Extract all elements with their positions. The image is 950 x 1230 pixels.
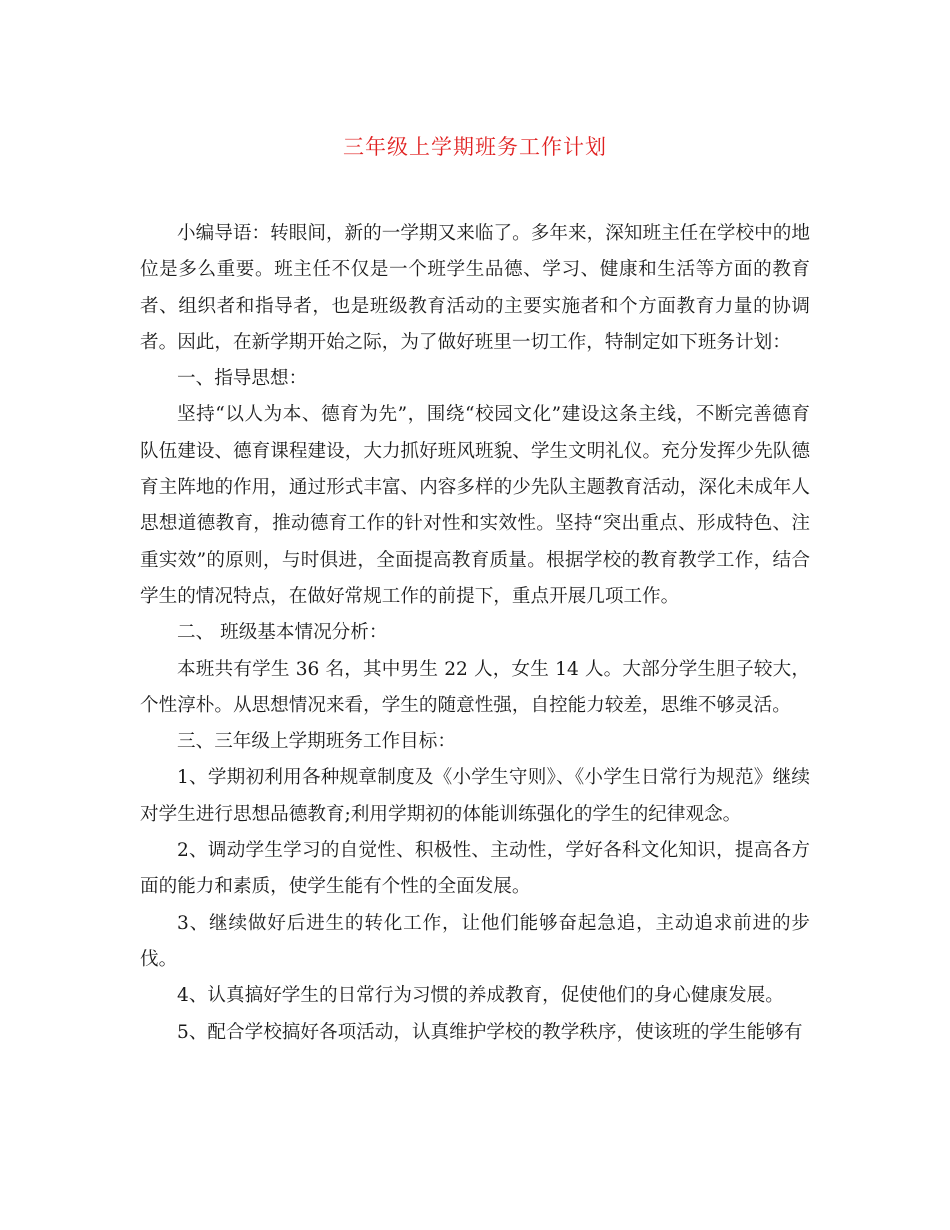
heading-class-analysis: 二、 班级基本情况分析： <box>177 622 388 644</box>
heading-work-goals: 三、三年级上学期班务工作目标： <box>177 731 456 753</box>
goal-item-4: 4、认真搞好学生的日常行为习惯的养成教育，促使他们的身心健康发展。 <box>177 985 784 1007</box>
goal-item-1: 1、学期初利用各种规章制度及《小学生守则》、《小学生日常行为规范》继续对学生进行思想品德教育;利用学期初的体能训练强化的学生的纪律观念。 <box>140 767 810 825</box>
paragraph-guiding-thought: 坚持“以人为本、德育为先”，围绕“校园文化”建设这条主线，不断完善德育队伍建设、德育课程建设，大力抓好班风班貌、学生文明礼仪。充分发挥少先队德育主阵地的作用，通过形式丰富、内容多样的少先队主题教育活动，深化未成年人思想道德教育，推动德育工作的针对性和实效性。坚持“突出重点、形成特色、注重实效”的原则，与时俱进，全面提高教育质量。根据学校的教育教学工作，结合 学生的情况特点，在做好常规工作的前提下，重点开展几项工作。 <box>140 404 810 607</box>
heading-guiding-thought: 一、指导思想： <box>177 368 308 390</box>
goal-item-5: 5、配合学校搞好各项活动，认真维护学校的教学秩序，使该班的学生能够有 <box>177 1021 803 1043</box>
paragraph-intro: 小编导语：转眼间，新的一学期又来临了。多年来，深知班主任在学校中的地位是多么重要。班主任不仅是一个班学生品德、学习、健康和生活等方面的教育者、组织者和指导者，也是班级教育活动的主要实施者和个方面教育力量的协调者。因此，在新学期开始之际，为了做好班里一切工作，特制定如下班务计划： <box>140 223 810 353</box>
document-title: 三年级上学期班务工作计划 <box>343 135 607 159</box>
document-page <box>140 0 810 1230</box>
paragraph-class-analysis: 本班共有学生 36 名，其中男生 22 人，女生 14 人。大部分学生胆子较大，个性淳朴。从思想情况来看，学生的随意性强，自控能力较差，思维不够灵活。 <box>140 658 810 716</box>
goal-item-2: 2、调动学生学习的自觉性、积极性、主动性，学好各科文化知识，提高各方面的能力和素质，使学生能有个性的全面发展。 <box>140 840 810 898</box>
document-body <box>140 216 810 1051</box>
goal-item-3: 3、继续做好后进生的转化工作，让他们能够奋起急追，主动追求前进的步伐。 <box>140 912 810 970</box>
